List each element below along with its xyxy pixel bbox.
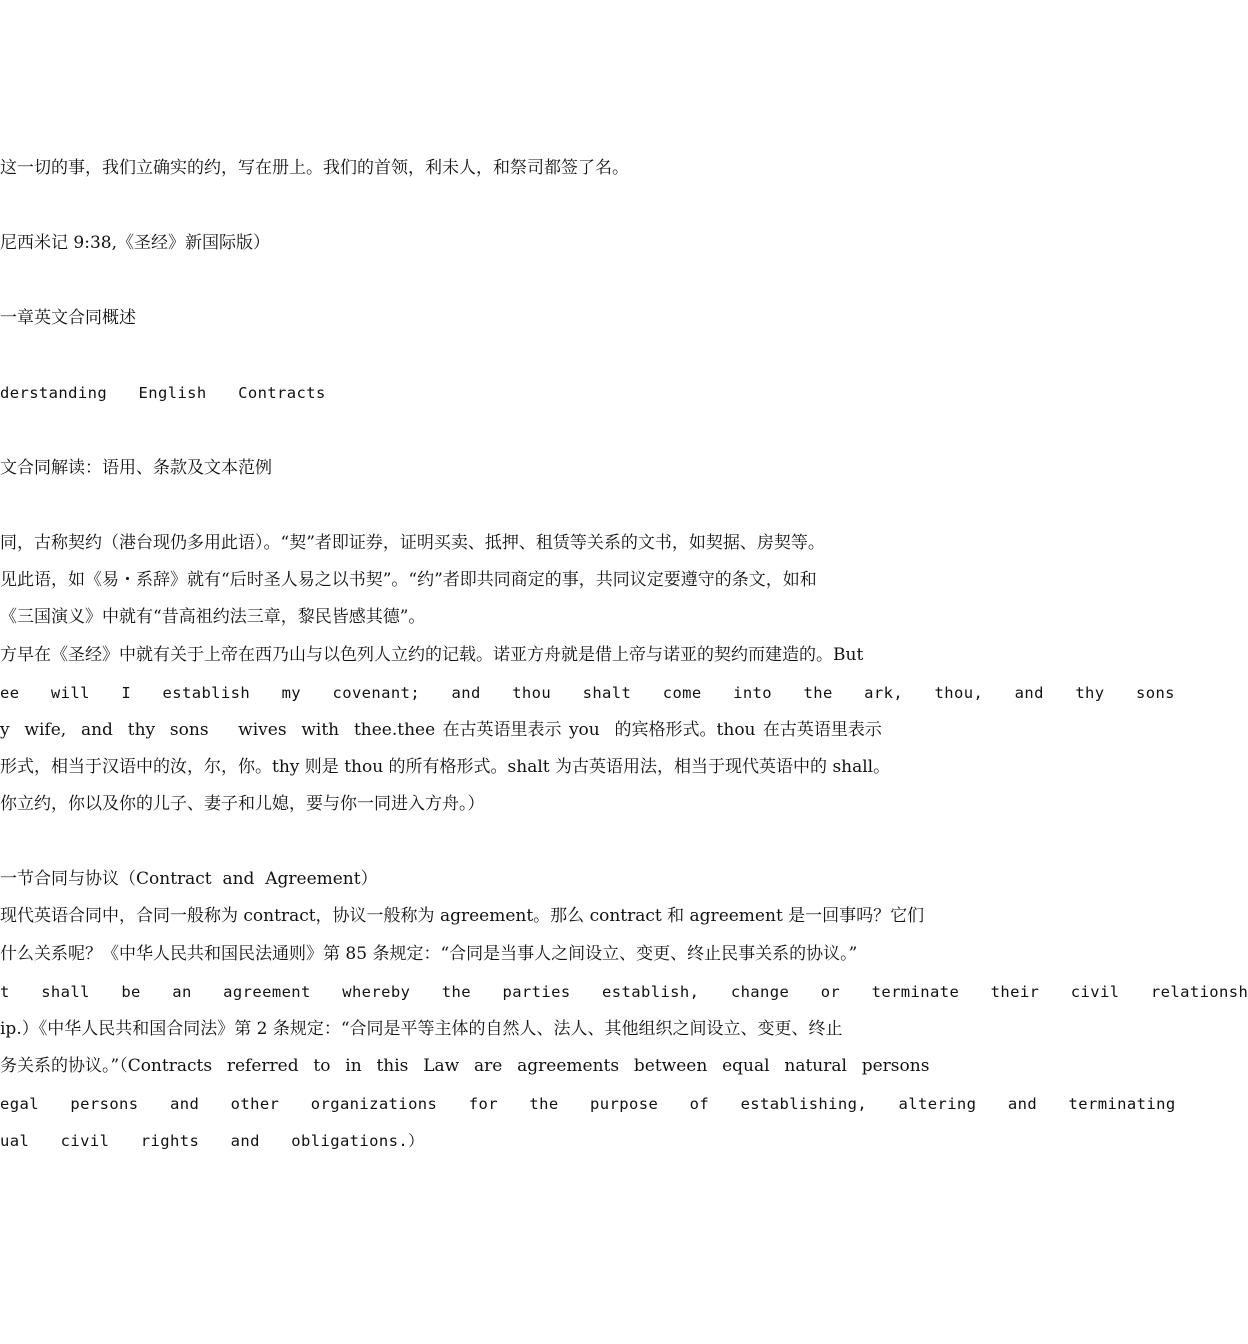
- chapter-english-title: derstanding English Contracts: [0, 384, 326, 402]
- paragraph-line: ip.）《中华人民共和国合同法》第 2 条规定：“合同是平等主体的自然人、法人、其他组织之间设立、变更、终止: [0, 1019, 843, 1039]
- epigraph-quote: 这一切的事，我们立确实的约，写在册上。我们的首领，利未人，和祭司都签了名。: [0, 158, 629, 178]
- paragraph-line: 现代英语合同中，合同一般称为 contract，协议一般称为 agreement。那么 contract 和 agreement 是一回事吗？它们: [0, 906, 925, 926]
- paragraph-line: 见此语，如《易・系辞》就有“后时圣人易之以书契”。“约”者即共同商定的事，共同议定要遵守的条文，如和: [0, 570, 817, 590]
- book-title: 文合同解读：语用、条款及文本范例: [0, 458, 272, 478]
- paragraph-line: 你立约，你以及你的儿子、妻子和儿媳，要与你一同进入方舟。）: [0, 794, 485, 814]
- paragraph-line-english: ee will I establish my covenant; and thou shalt come into the ark, thou, and thy sons: [0, 684, 1175, 702]
- paragraph-line: 务关系的协议。”（Contracts referred to in this Law are agreements between equal natural persons: [0, 1056, 930, 1076]
- paragraph-line-english: t shall be an agreement whereby the parties establish, change or terminate their civil relationsh: [0, 983, 1248, 1001]
- paragraph-line: 方早在《圣经》中就有关于上帝在西乃山与以色列人立约的记载。诺亚方舟就是借上帝与诺亚的契约而建造的。But: [0, 645, 864, 665]
- paragraph-line: 同，古称契约（港台现仍多用此语）。“契”者即证券，证明买卖、抵押、租赁等关系的文书，如契据、房契等。: [0, 533, 825, 553]
- section-title: 一节合同与协议（Contract and Agreement）: [0, 869, 378, 889]
- paragraph-line-english: ual civil rights and obligations.）: [0, 1132, 424, 1150]
- epigraph-source: 尼西米记 9:38,《圣经》新国际版）: [0, 233, 270, 253]
- paragraph-line: 形式，相当于汉语中的汝，尔，你。thy 则是 thou 的所有格形式。shalt 为古英语用法，相当于现代英语中的 shall。: [0, 757, 891, 777]
- paragraph-line-english: egal persons and other organizations for the purpose of establishing, altering and terminating: [0, 1095, 1176, 1113]
- chapter-title: 一章英文合同概述: [0, 308, 136, 328]
- paragraph-line: 《三国演义》中就有“昔高祖约法三章，黎民皆感其德”。: [0, 607, 426, 627]
- paragraph-line: 什么关系呢？《中华人民共和国民法通则》第 85 条规定：“合同是当事人之间设立、变更、终止民事关系的协议。”: [0, 944, 858, 964]
- paragraph-line: y wife, and thy sons wives with thee.thee 在古英语里表示 you 的宾格形式。thou 在古英语里表示: [0, 720, 882, 740]
